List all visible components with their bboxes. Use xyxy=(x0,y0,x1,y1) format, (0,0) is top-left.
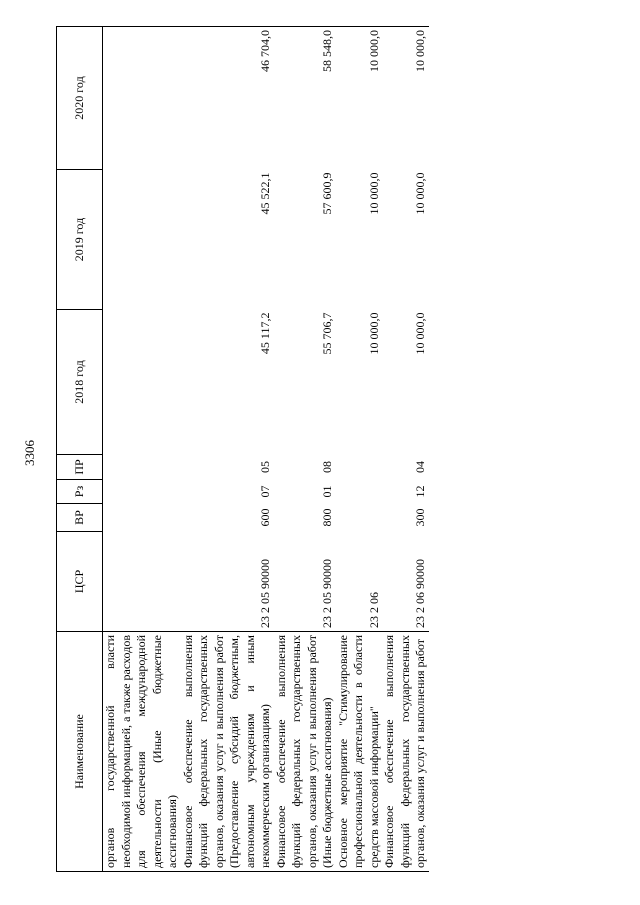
row-csr: 23 2 05 90000 xyxy=(258,559,272,628)
row-pr: 08 xyxy=(320,461,334,473)
header-2019: 2019 год xyxy=(57,170,103,310)
row-vr xyxy=(103,504,181,532)
row-csr: 23 2 05 90000 xyxy=(320,559,334,628)
header-rz: Рз xyxy=(57,480,103,504)
row-rz: 01 xyxy=(320,485,334,498)
row-csr: 23 2 06 xyxy=(366,592,381,628)
row-2020: 46 704,0 xyxy=(181,27,274,170)
row-rz: 12 xyxy=(413,485,427,498)
row-csr: 23 2 06 90000 xyxy=(413,559,427,628)
row-vr: 800 xyxy=(320,508,334,527)
header-csr: ЦСР xyxy=(57,532,103,632)
header-pr: ПР xyxy=(57,455,103,480)
row-2018: 10 000,0 xyxy=(413,312,427,355)
header-2018: 2018 год xyxy=(57,310,103,455)
row-2020 xyxy=(103,27,181,170)
row-pr: 05 xyxy=(258,461,272,473)
table-row xyxy=(274,27,336,872)
row-2020: 58 548,0 xyxy=(274,27,336,170)
row-vr: 600 xyxy=(258,508,272,527)
table-row xyxy=(382,27,429,872)
row-rz xyxy=(103,480,181,504)
row-pr xyxy=(103,455,181,480)
row-pr: 04 xyxy=(413,461,427,473)
table-row xyxy=(181,27,274,872)
row-2019: 57 600,9 xyxy=(320,172,334,215)
budget-table xyxy=(56,26,429,872)
row-rz xyxy=(336,480,383,504)
row-2020: 10 000,0 xyxy=(382,27,429,170)
row-2019: 10 000,0 xyxy=(413,172,427,215)
table-row xyxy=(103,27,181,872)
row-csr xyxy=(103,532,181,632)
row-2020: 10 000,0 xyxy=(336,27,383,170)
header-2020: 2020 год xyxy=(57,27,103,170)
row-name: Основное мероприятие "Стимулирование профессиональной деятельности в области средств массовой информации" xyxy=(336,632,383,872)
row-vr xyxy=(336,504,383,532)
header-name: Наименование xyxy=(57,632,103,872)
header-vr: ВР xyxy=(57,504,103,532)
row-rz: 07 xyxy=(258,485,272,498)
row-2019: 45 522,1 xyxy=(258,172,272,215)
row-name: Финансовое обеспечение выполнения функций федеральных государственных органов, оказания услуг и выполнения работ xyxy=(382,632,429,872)
row-2018: 10 000,0 xyxy=(366,312,381,355)
row-name: Финансовое обеспечение выполнения функций федеральных государственных органов, оказания услуг и выполнения работ (Иные бюджетные ассигнования) xyxy=(274,632,336,872)
row-vr: 300 xyxy=(413,508,427,527)
row-name: органов государственной власти необходимой информацией, а также расходов для обеспечения международной деятельности (Иные бюджетные ассигнования) xyxy=(103,632,181,872)
table-header-row xyxy=(57,27,103,872)
row-2019: 10 000,0 xyxy=(366,172,381,215)
row-2018: 45 117,2 xyxy=(258,312,272,355)
row-2019 xyxy=(103,170,181,310)
table-row xyxy=(336,27,383,872)
row-name: Финансовое обеспечение выполнения функций федеральных государственных органов, оказания услуг и выполнения работ (Предоставление субсидий бюджетным, автономным учреждениям и иным некоммерческим организациям) xyxy=(181,632,274,872)
row-2018 xyxy=(103,310,181,455)
row-2018: 55 706,7 xyxy=(320,312,334,355)
row-pr xyxy=(336,455,383,480)
page-number: 3306 xyxy=(22,440,37,466)
